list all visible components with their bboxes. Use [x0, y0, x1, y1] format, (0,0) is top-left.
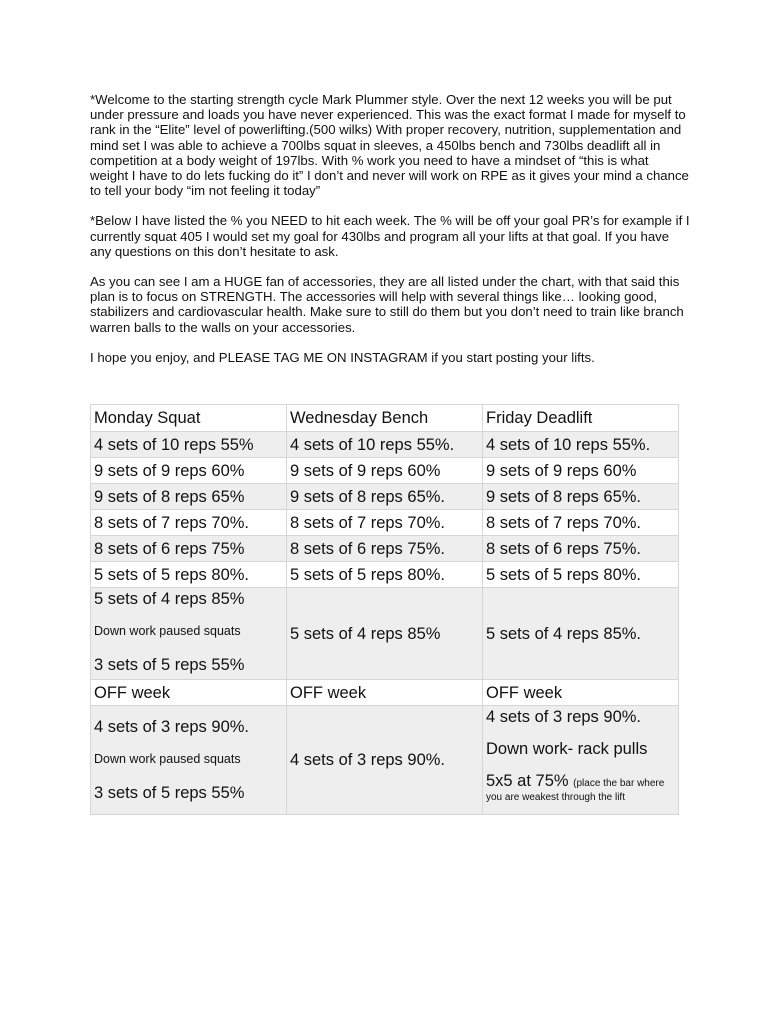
squat-extra-set: 3 sets of 5 reps 55%: [94, 784, 245, 802]
table-row: [91, 562, 679, 588]
intro-paragraph-welcome: *Welcome to the starting strength cycle Mark Plummer style. Over the next 12 weeks you will be put under pressure and loads you have never experienced. This was the exact format I made for myself to rank in the “Elite” level of powerlifting.(500 wilks) With proper recovery, nutrition, supplementation and mind set I was able to achieve a 700lbs squat in sleeves, a 450lbs bench and 730lbs deadlift all in competition at a body weight of 197lbs. With % work you need to have a mindset of “this is what weight I have to do lets fucking do it” I don’t and never will work on RPE as it gives your mind a chance to tell your body “im not feeling it today”: [90, 92, 689, 199]
squat-down-work: Down work paused squats: [94, 624, 241, 638]
header-monday-squat: Monday Squat: [91, 405, 287, 432]
table-row-week7: [91, 588, 679, 680]
cell-bench: OFF week: [287, 680, 483, 706]
cell-squat: 5 sets of 5 reps 80%.: [91, 562, 287, 588]
cell-deadlift: 5 sets of 4 reps 85%.: [483, 588, 679, 680]
table-row-off-week: [91, 680, 679, 706]
cell-bench: 4 sets of 10 reps 55%.: [287, 432, 483, 458]
cell-squat: 8 sets of 6 reps 75%: [91, 536, 287, 562]
cell-bench: 8 sets of 7 reps 70%.: [287, 510, 483, 536]
cell-squat: OFF week: [91, 680, 287, 706]
table-row: [91, 432, 679, 458]
deadlift-main-set: 4 sets of 3 reps 90%.: [486, 708, 642, 726]
cell-deadlift: 5 sets of 5 reps 80%.: [483, 562, 679, 588]
deadlift-down-work: Down work- rack pulls: [486, 740, 648, 758]
cell-deadlift: OFF week: [483, 680, 679, 706]
cell-bench: 5 sets of 5 reps 80%.: [287, 562, 483, 588]
header-wednesday-bench: Wednesday Bench: [287, 405, 483, 432]
cell-squat: [91, 588, 287, 680]
squat-down-work: Down work paused squats: [94, 752, 241, 766]
table-row: [91, 484, 679, 510]
cell-squat: 8 sets of 7 reps 70%.: [91, 510, 287, 536]
table-row: [91, 536, 679, 562]
header-friday-deadlift: Friday Deadlift: [483, 405, 679, 432]
cell-deadlift: [483, 706, 679, 815]
table-row-week9: [91, 706, 679, 815]
cell-bench: 9 sets of 9 reps 60%: [287, 458, 483, 484]
table-row: [91, 510, 679, 536]
cell-deadlift: 9 sets of 8 reps 65%.: [483, 484, 679, 510]
cell-deadlift: 8 sets of 6 reps 75%.: [483, 536, 679, 562]
intro-text: [90, 92, 690, 380]
cell-deadlift: 8 sets of 7 reps 70%.: [483, 510, 679, 536]
deadlift-note-continued: you are weakest through the lift: [486, 792, 625, 803]
deadlift-extra-label: 5x5 at 75%: [486, 772, 569, 790]
cell-deadlift: 4 sets of 10 reps 55%.: [483, 432, 679, 458]
squat-extra-set: 3 sets of 5 reps 55%: [94, 656, 245, 674]
deadlift-extra-set: [486, 771, 675, 791]
intro-paragraph-instagram: I hope you enjoy, and PLEASE TAG ME ON INSTAGRAM if you start posting your lifts.: [90, 349, 595, 365]
cell-deadlift: 9 sets of 9 reps 60%: [483, 458, 679, 484]
cell-bench: 9 sets of 8 reps 65%.: [287, 484, 483, 510]
cell-squat: [91, 706, 287, 815]
intro-paragraph-percentages: *Below I have listed the % you NEED to hit each week. The % will be off your goal PR’s for example if I currently squat 405 I would set my goal for 430lbs and program all your lifts at that goal. If you have any questions on this don’t hesitate to ask.: [90, 213, 690, 259]
cell-squat: 4 sets of 10 reps 55%: [91, 432, 287, 458]
squat-main-set: 5 sets of 4 reps 85%: [94, 590, 245, 608]
deadlift-note: (place the bar where: [573, 778, 665, 789]
table-header-row: [91, 405, 679, 432]
cell-bench: 8 sets of 6 reps 75%.: [287, 536, 483, 562]
squat-main-set: 4 sets of 3 reps 90%.: [94, 718, 250, 736]
cell-squat: 9 sets of 8 reps 65%: [91, 484, 287, 510]
program-table: [90, 404, 679, 815]
intro-paragraph-accessories: As you can see I am a HUGE fan of accessories, they are all listed under the chart, with that said this plan is to focus on STRENGTH. The accessories will help with several things like… looking good, stabilizers and cardiovascular health. Make sure to still do them but you don’t need to train like branch warren balls to the walls on your accessories.: [90, 274, 684, 335]
table-row: [91, 458, 679, 484]
cell-squat: 9 sets of 9 reps 60%: [91, 458, 287, 484]
cell-bench: 5 sets of 4 reps 85%: [287, 588, 483, 680]
cell-bench: 4 sets of 3 reps 90%.: [287, 706, 483, 815]
